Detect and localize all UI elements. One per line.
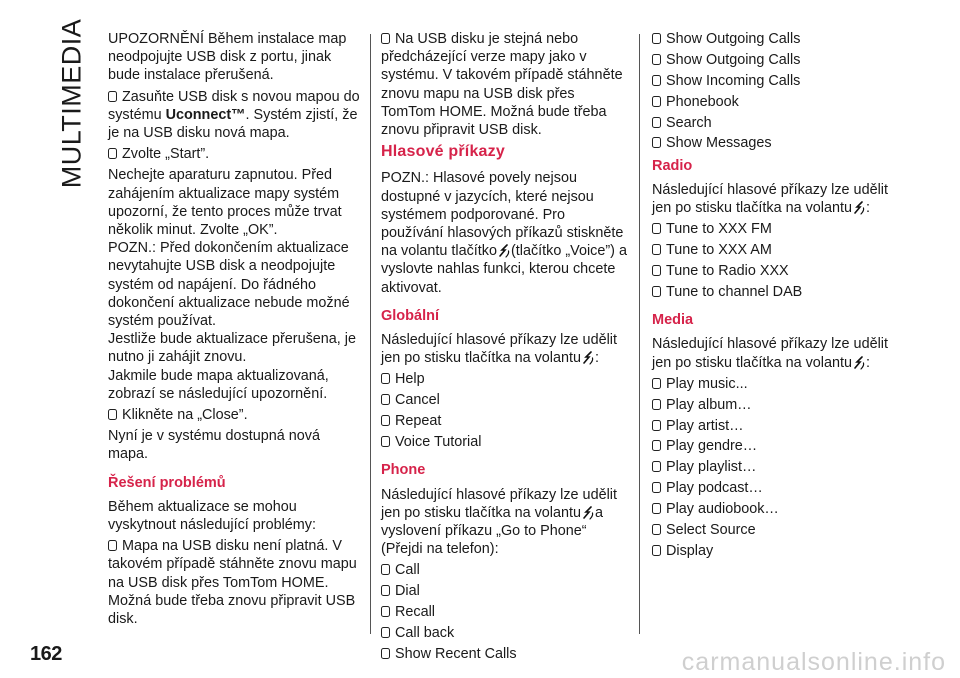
list-item: Play gendre… [652,437,902,455]
list-item: Show Incoming Calls [652,72,902,90]
checkbox-bullet-icon [652,286,661,297]
list-item: Show Messages [652,134,902,152]
list-item: Phonebook [652,93,902,111]
list-item: Play album… [652,396,902,414]
paragraph: Následující hlasové příkazy lze udělit jen po stisku tlačítka na volantu : [652,336,888,371]
list-item: Voice Tutorial [381,433,631,451]
bullet-item: Zasuňte USB disk s novou mapou do systému Uconnect™. Systém zjistí, že je na USB disku nová mapa. [108,88,360,142]
main-heading: Hlasové příkazy [381,143,505,161]
paragraph: Následující hlasové příkazy lze udělit jen po stisku tlačítka na volantu : [652,181,888,217]
bullet-item: Klikněte na „Close”. [108,406,360,424]
checkbox-bullet-icon [381,373,390,384]
list-item: Repeat [381,412,631,430]
checkbox-bullet-icon [652,54,661,65]
checkbox-bullet-icon [381,648,390,659]
checkbox-bullet-icon [108,540,117,551]
checkbox-bullet-icon [108,91,117,102]
checkbox-bullet-icon [381,33,390,44]
list-item: Cancel [381,391,631,409]
checkbox-bullet-icon [652,524,661,535]
voice-button-icon [852,201,866,215]
checkbox-bullet-icon [652,265,661,276]
checkbox-bullet-icon [381,585,390,596]
list-item: Select Source [652,521,902,539]
section-heading: Radio [652,157,693,174]
section-title-text: MULTIMEDIA [56,18,87,188]
column-3 [652,30,902,563]
warning-paragraph: UPOZORNĚNÍ Během instalace map neodpojujte USB disk z portu, jinak bude instalace přerušená. [108,31,347,84]
checkbox-bullet-icon [652,33,661,44]
watermark: carmanualsonline.info [681,648,946,676]
list-item: Show Outgoing Calls [652,30,902,48]
checkbox-bullet-icon [108,409,117,420]
checkbox-bullet-icon [652,420,661,431]
note-paragraph: POZN.: Hlasové povely nejsou dostupné v jazycích, které nejsou systémem podporované. Pro používání hlasových příkazů stiskněte na volantu tlačítko (tlačítko „Voice”) a vyslovte nahlas funkci, kterou chcete aktivovat. [381,170,627,296]
list-item: Call [381,561,631,579]
list-item: Search [652,114,902,132]
section-heading: Řešení problémů [108,474,226,491]
voice-button-icon [497,244,511,258]
paragraph: Jestliže bude aktualizace přerušena, je nutno ji zahájit znovu. [108,331,356,366]
section-heading: Media [652,312,694,329]
checkbox-bullet-icon [652,440,661,451]
checkbox-bullet-icon [652,461,661,472]
list-item: Help [381,370,631,388]
list-item: Display [652,542,902,560]
list-item: Play audiobook… [652,500,902,518]
checkbox-bullet-icon [108,148,117,159]
list-item: Play podcast… [652,479,902,497]
list-item: Play playlist… [652,458,902,476]
column-divider [370,34,371,634]
paragraph: Během aktualizace se mohou vyskytnout následující problémy: [108,498,316,534]
paragraph: Nechejte aparaturu zapnutou. Před zahájením aktualizace mapy systém upozorní, že tento proces může trvat několik minut. Zvolte „OK”. [108,167,342,239]
checkbox-bullet-icon [652,399,661,410]
list-item: Tune to XXX FM [652,220,902,238]
checkbox-bullet-icon [652,545,661,556]
list-item: Tune to Radio XXX [652,262,902,280]
bullet-item: Mapa na USB disku není platná. V takovém případě stáhněte znovu mapu na USB disk přes TomTom HOME. Možná bude třeba znovu připravit USB disk. [108,538,357,628]
paragraph: Následující hlasové příkazy lze udělit jen po stisku tlačítka na volantu a vyslovení příkazu „Go to Phone“ (Přejdi na telefon): [381,486,617,558]
paragraph: Nyní je v systému dostupná nová mapa. [108,428,320,463]
list-item: Play music... [652,375,902,393]
voice-button-icon [581,506,595,520]
note-paragraph: POZN.: Před dokončením aktualizace nevytahujte USB disk a neodpojujte systém od napájení. Do řádného dokončení aktualizace nebude možné systém používat. [108,240,350,330]
list-item: Call back [381,624,631,642]
checkbox-bullet-icon [381,415,390,426]
bullet-item: Zvolte „Start”. [108,145,360,163]
checkbox-bullet-icon [652,96,661,107]
checkbox-bullet-icon [652,223,661,234]
column-1 [108,30,360,631]
checkbox-bullet-icon [652,244,661,255]
section-heading: Globální [381,307,439,324]
page-number: 162 [30,643,62,665]
list-item: Dial [381,582,631,600]
checkbox-bullet-icon [381,627,390,638]
paragraph: Jakmile bude mapa aktualizovaná, zobrazí se následující upozornění. [108,367,329,402]
list-item: Show Recent Calls [381,645,631,663]
checkbox-bullet-icon [381,436,390,447]
checkbox-bullet-icon [652,117,661,128]
paragraph: Následující hlasové příkazy lze udělit jen po stisku tlačítka na volantu : [381,332,617,367]
section-title-vertical [52,18,92,188]
checkbox-bullet-icon [652,503,661,514]
checkbox-bullet-icon [381,394,390,405]
checkbox-bullet-icon [652,482,661,493]
checkbox-bullet-icon [381,606,390,617]
section-heading: Phone [381,462,426,479]
bullet-item: Na USB disku je stejná nebo předcházející verze mapy jako v systému. V takovém případě stáhněte znovu mapu na USB disk přes TomTom HOME. Možná bude třeba znovu připravit USB disk. [381,31,623,139]
checkbox-bullet-icon [652,378,661,389]
list-item: Show Outgoing Calls [652,51,902,69]
checkbox-bullet-icon [652,75,661,86]
checkbox-bullet-icon [381,564,390,575]
voice-button-icon [581,351,595,365]
brand-name: Uconnect™ [165,106,246,123]
column-2 [381,30,631,666]
column-divider [639,34,640,634]
checkbox-bullet-icon [652,137,661,148]
voice-button-icon [852,356,866,370]
list-item: Recall [381,603,631,621]
list-item: Tune to XXX AM [652,241,902,259]
list-item: Tune to channel DAB [652,283,902,301]
list-item: Play artist… [652,417,902,435]
